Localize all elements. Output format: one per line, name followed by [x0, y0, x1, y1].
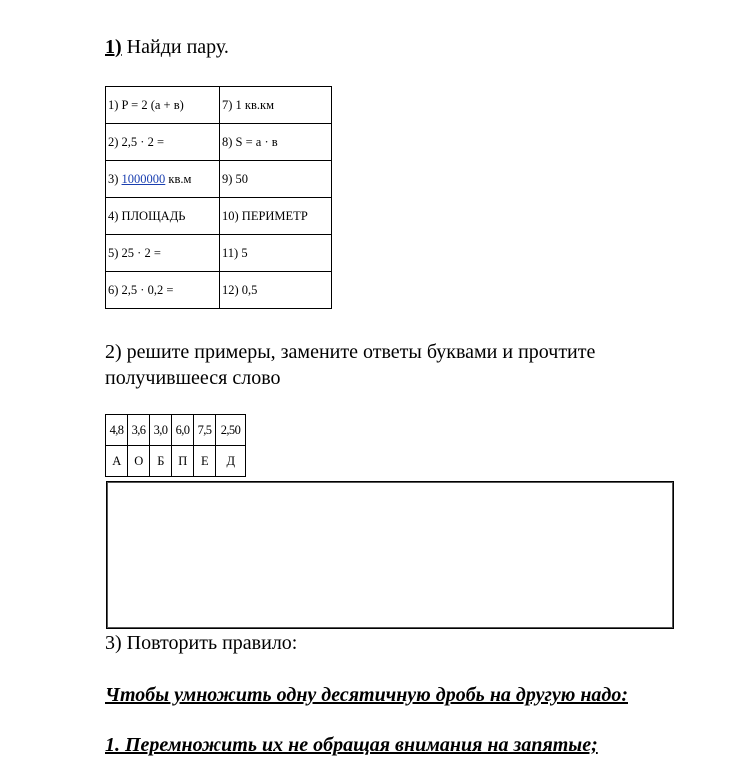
pairs-cell — [106, 161, 220, 198]
cipher-number: 3,6 — [128, 415, 150, 446]
cipher-number: 2,50 — [216, 415, 246, 446]
cipher-letter: Е — [194, 446, 216, 477]
rule-text: Чтобы умножить одну десятичную дробь на другую надо: — [105, 684, 628, 706]
pairs-cell: 6) 2,5 · 0,2 = — [106, 272, 220, 309]
pairs-cell: 12) 0,5 — [220, 272, 332, 309]
pairs-table — [105, 86, 332, 309]
pairs-cell: 5) 25 · 2 = — [106, 235, 220, 272]
task2-heading: 2) решите примеры, замените ответы буквами и прочтите получившееся слово — [105, 341, 596, 389]
pairs-cell: 8) S = a · в — [220, 124, 332, 161]
cipher-number: 4,8 — [106, 415, 128, 446]
task1-title: Найди пару. — [121, 36, 229, 58]
cipher-table — [105, 414, 246, 477]
pairs-cell: 11) 5 — [220, 235, 332, 272]
cipher-letter: П — [172, 446, 194, 477]
pairs-cell-prefix: 3) — [108, 171, 122, 186]
cipher-letter: Д — [216, 446, 246, 477]
table-row — [106, 161, 332, 198]
cipher-numbers-row — [106, 415, 246, 446]
table-row — [106, 235, 332, 272]
table-row — [106, 198, 332, 235]
pairs-cell: 10) ПЕРИМЕТР — [220, 198, 332, 235]
table-row — [106, 272, 332, 309]
task1-heading — [105, 36, 229, 59]
pairs-cell: 2) 2,5 · 2 = — [106, 124, 220, 161]
cipher-letter: А — [106, 446, 128, 477]
pairs-cell: 9) 50 — [220, 161, 332, 198]
table-row — [106, 124, 332, 161]
rule-step-1: 1. Перемножить их не обращая внимания на запятые; — [105, 734, 598, 756]
cipher-number: 7,5 — [194, 415, 216, 446]
pairs-cell: 7) 1 кв.км — [220, 87, 332, 124]
cipher-number: 3,0 — [150, 415, 172, 446]
task1-number: 1) — [105, 36, 122, 58]
pairs-cell-suffix: кв.м — [165, 171, 192, 186]
cipher-number: 6,0 — [172, 415, 194, 446]
pairs-cell: 4) ПЛОЩАДЬ — [106, 198, 220, 235]
answer-box[interactable] — [106, 481, 674, 629]
pairs-cell-link[interactable]: 1000000 — [121, 171, 166, 186]
task3-heading: 3) Повторить правило: — [105, 632, 298, 654]
pairs-cell: 1) P = 2 (a + в) — [106, 87, 220, 124]
table-row — [106, 87, 332, 124]
cipher-letters-row — [106, 446, 246, 477]
cipher-letter: Б — [150, 446, 172, 477]
cipher-letter: О — [128, 446, 150, 477]
